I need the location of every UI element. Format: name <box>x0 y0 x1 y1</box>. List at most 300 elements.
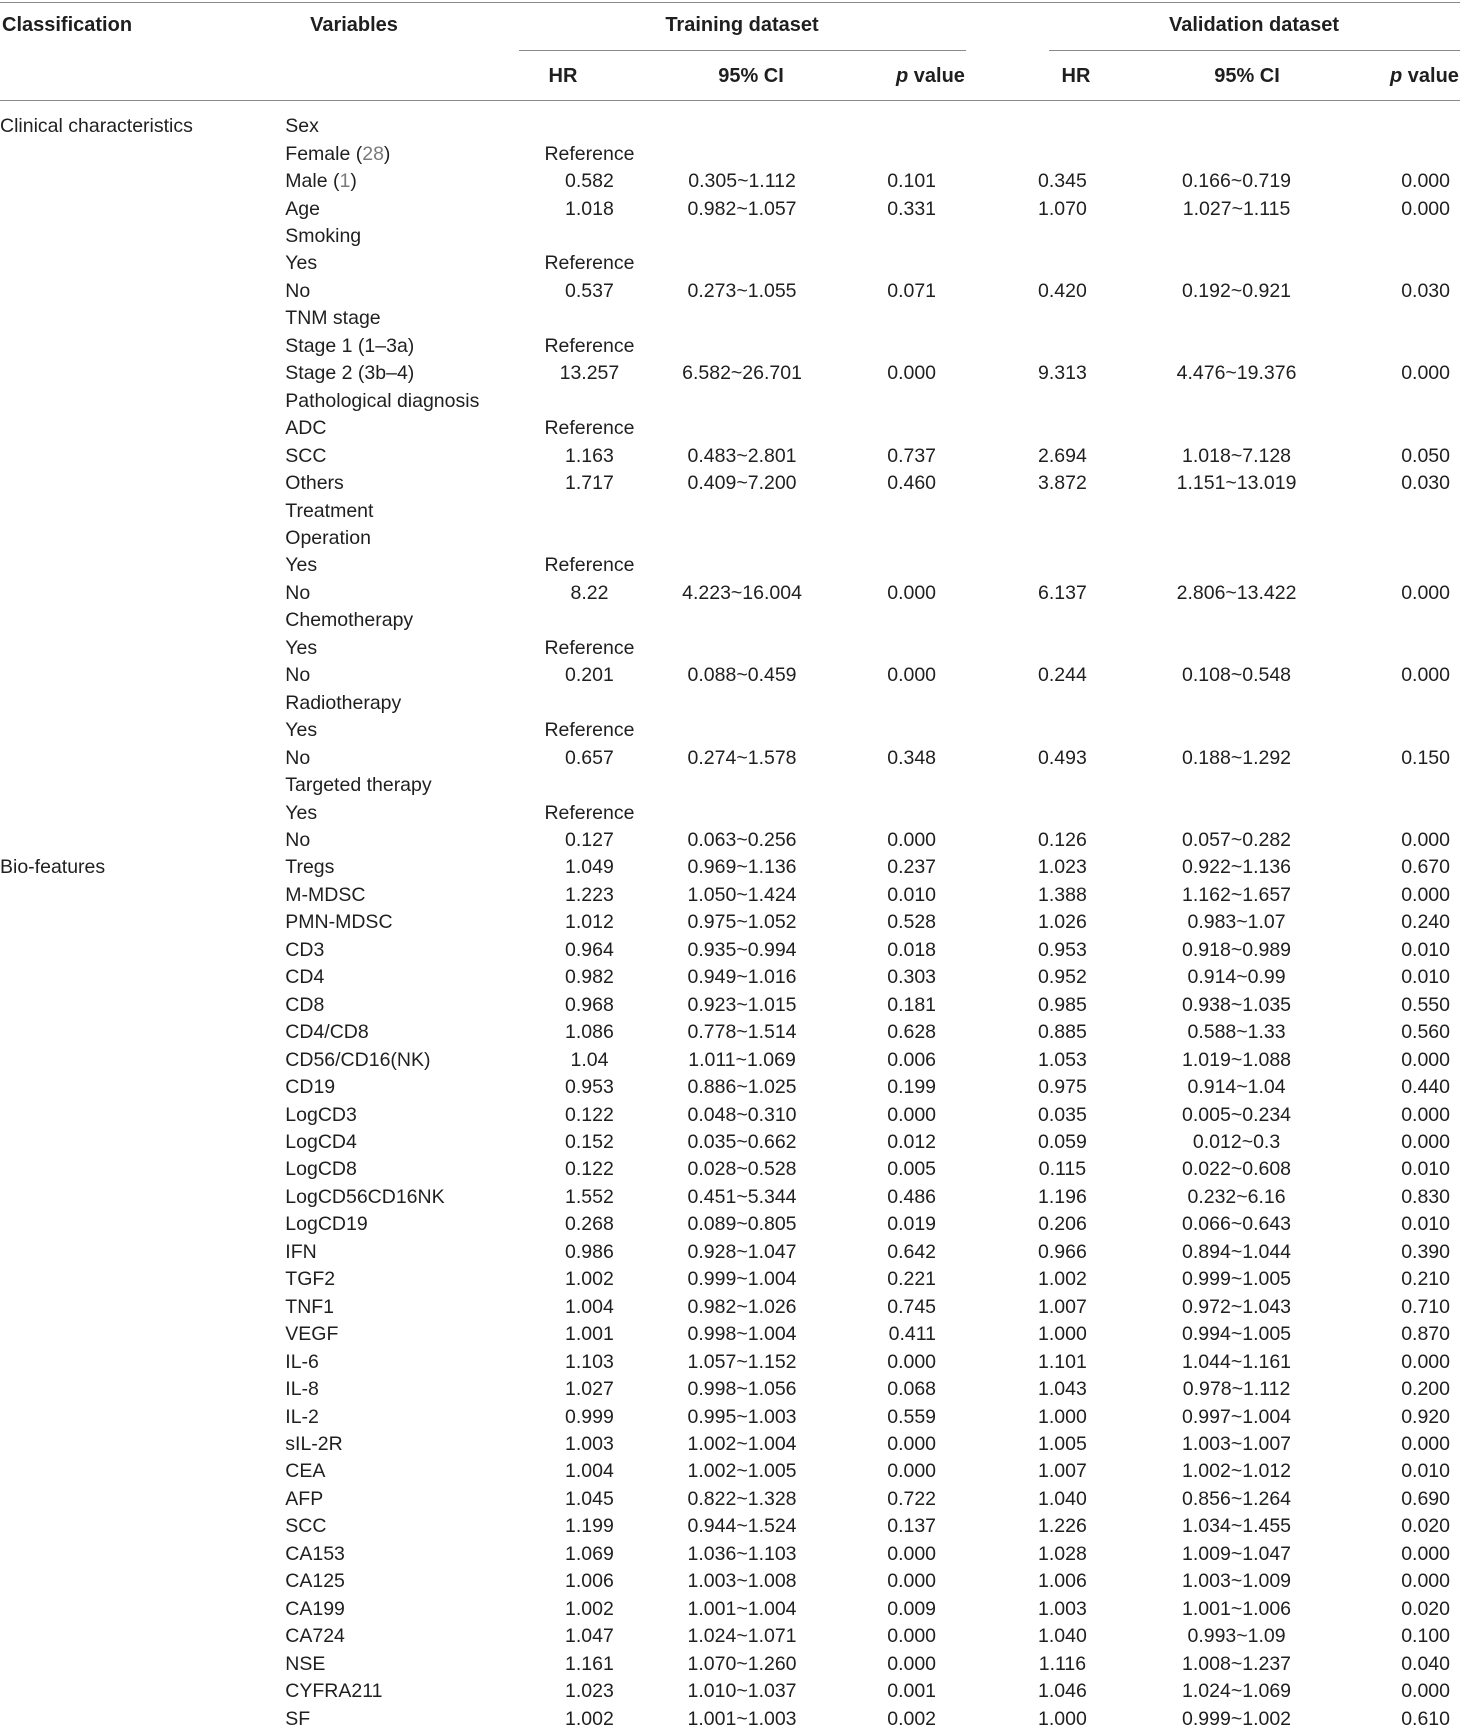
val-ci-cell: 1.027~1.115 <box>1182 197 1291 220</box>
train-ci-cell: 1.011~1.069 <box>688 1048 796 1071</box>
val-hr-cell: 6.137 <box>1038 581 1087 604</box>
table-row <box>0 223 1460 250</box>
variable-cell: LogCD56CD16NK <box>285 1185 445 1208</box>
val-hr-cell: 1.040 <box>1038 1625 1087 1648</box>
variable-cell: IFN <box>285 1240 317 1263</box>
val-ci-cell: 1.001~1.006 <box>1182 1597 1292 1620</box>
column-gap <box>946 1376 1019 1403</box>
table-row <box>0 250 1460 277</box>
train-p-cell: 0.737 <box>887 444 937 467</box>
train-hr-cell: Reference <box>544 554 635 577</box>
val-p-cell: 0.000 <box>1401 1048 1450 1071</box>
column-gap <box>946 1458 1019 1485</box>
train-p-cell: 0.010 <box>887 883 937 906</box>
val-p-cell: 0.440 <box>1401 1076 1450 1099</box>
column-gap <box>946 113 1019 140</box>
header-train-hr: HR <box>548 65 578 87</box>
val-ci-cell: 4.476~19.376 <box>1176 362 1297 385</box>
column-gap <box>946 937 1019 964</box>
train-hr-cell: 0.953 <box>565 1076 614 1099</box>
train-hr-cell: 0.127 <box>565 829 614 851</box>
header-val-ci: 95% CI <box>1214 65 1280 87</box>
train-hr-cell: 1.004 <box>565 1460 614 1483</box>
table-row <box>0 333 1460 360</box>
val-hr-cell <box>1019 607 1105 634</box>
table-row <box>0 690 1460 717</box>
val-ci-cell <box>1105 305 1367 332</box>
variable-cell: No <box>285 664 311 687</box>
header-validation-dataset: Validation dataset <box>1168 14 1340 36</box>
val-hr-cell <box>1019 552 1105 579</box>
train-hr-cell: 0.122 <box>565 1158 614 1181</box>
val-hr-cell: 0.345 <box>1038 170 1087 193</box>
val-hr-cell: 1.040 <box>1038 1487 1087 1510</box>
val-ci-cell <box>1105 140 1367 167</box>
train-ci-cell <box>636 525 849 552</box>
classification-cell <box>0 360 285 387</box>
val-hr-cell: 1.070 <box>1038 197 1087 220</box>
val-p-cell: 0.710 <box>1401 1295 1450 1318</box>
table-row <box>0 772 1460 799</box>
header-classification: Classification <box>2 14 133 36</box>
table-row <box>0 1623 1460 1650</box>
val-p-cell: 0.010 <box>1401 938 1450 961</box>
train-ci-cell: 0.928~1.047 <box>687 1240 797 1263</box>
header-variables: Variables <box>310 14 398 36</box>
val-p-cell <box>1368 140 1460 167</box>
train-p-cell <box>849 799 947 826</box>
variable-cell <box>285 140 543 167</box>
val-ci-cell: 0.938~1.035 <box>1182 993 1292 1016</box>
train-ci-cell: 0.409~7.200 <box>687 472 797 495</box>
classification-cell <box>0 442 285 469</box>
train-p-cell: 0.137 <box>887 1515 937 1538</box>
train-hr-cell: 0.268 <box>565 1213 614 1236</box>
classification-cell <box>0 1019 285 1046</box>
column-gap <box>946 744 1019 771</box>
val-hr-cell: 1.000 <box>1038 1405 1087 1428</box>
val-p-cell: 0.000 <box>1401 883 1450 906</box>
val-hr-cell: 0.885 <box>1038 1021 1087 1044</box>
table-row <box>0 305 1460 332</box>
val-hr-cell: 0.966 <box>1038 1240 1087 1263</box>
val-hr-cell: 1.028 <box>1038 1542 1087 1565</box>
train-ci-cell <box>636 415 849 442</box>
train-hr-cell: 1.002 <box>565 1707 614 1730</box>
classification-cell <box>0 305 285 332</box>
column-gap <box>946 525 1019 552</box>
train-hr-cell <box>543 388 635 415</box>
val-p-cell: 0.000 <box>1401 581 1450 604</box>
variable-cell: Tregs <box>285 856 335 879</box>
val-p-cell <box>1368 305 1460 332</box>
train-ci-cell: 1.001~1.004 <box>687 1597 797 1620</box>
train-ci-cell <box>636 223 849 250</box>
val-ci-cell: 0.978~1.112 <box>1182 1378 1291 1401</box>
column-gap <box>946 1431 1019 1458</box>
train-hr-cell <box>543 223 635 250</box>
val-hr-cell: 0.953 <box>1038 938 1087 961</box>
variable-cell: Yes <box>285 554 318 577</box>
val-p-cell: 0.200 <box>1401 1378 1450 1401</box>
table-row <box>0 854 1460 881</box>
table-row <box>0 717 1460 744</box>
table-row <box>0 552 1460 579</box>
train-hr-cell: Reference <box>544 142 635 165</box>
column-gap <box>946 250 1019 277</box>
train-hr-cell: 0.999 <box>565 1405 614 1428</box>
val-hr-cell: 0.975 <box>1038 1076 1087 1099</box>
val-ci-cell: 0.922~1.136 <box>1182 856 1292 879</box>
train-p-cell: 0.642 <box>887 1240 937 1263</box>
train-p-cell <box>849 607 947 634</box>
val-hr-cell <box>1019 388 1105 415</box>
column-gap <box>946 690 1019 717</box>
train-hr-cell <box>543 305 635 332</box>
train-p-cell <box>849 717 947 744</box>
classification-cell <box>0 1211 285 1238</box>
val-p-cell: 0.000 <box>1401 1432 1450 1455</box>
classification-cell <box>0 388 285 415</box>
table-row <box>0 1705 1460 1732</box>
table-row <box>0 1678 1460 1705</box>
val-p-cell <box>1368 250 1460 277</box>
train-hr-cell: 0.582 <box>565 170 614 193</box>
train-p-cell <box>849 113 947 140</box>
variable-cell: CD4/CD8 <box>285 1021 369 1044</box>
variable-cell: sIL-2R <box>285 1432 343 1455</box>
variable-label-end: ) <box>350 170 357 193</box>
column-gap <box>946 607 1019 634</box>
reference-link[interactable]: 28 <box>362 142 384 165</box>
column-gap <box>946 1403 1019 1430</box>
column-gap <box>946 1129 1019 1156</box>
column-gap <box>946 1101 1019 1128</box>
train-p-cell: 0.486 <box>887 1185 937 1208</box>
column-gap <box>946 442 1019 469</box>
val-hr-cell: 0.126 <box>1038 829 1087 851</box>
column-gap <box>946 1705 1019 1732</box>
table-row <box>0 882 1460 909</box>
val-hr-cell: 1.046 <box>1038 1680 1087 1703</box>
column-gap <box>946 964 1019 991</box>
table-row <box>0 278 1460 305</box>
train-hr-cell: 0.986 <box>565 1240 614 1263</box>
val-ci-cell <box>1105 690 1367 717</box>
val-p-cell: 0.010 <box>1401 966 1450 989</box>
variable-cell: TGF2 <box>285 1268 336 1291</box>
variable-cell: Operation <box>285 527 371 550</box>
val-ci-cell: 0.918~0.989 <box>1182 938 1292 961</box>
val-ci-cell: 1.002~1.012 <box>1182 1460 1292 1483</box>
val-p-cell: 0.560 <box>1401 1021 1450 1044</box>
val-hr-cell <box>1019 497 1105 524</box>
val-ci-cell: 0.192~0.921 <box>1182 279 1292 302</box>
val-hr-cell <box>1019 223 1105 250</box>
train-ci-cell: 0.982~1.057 <box>687 197 797 220</box>
val-ci-cell <box>1105 250 1367 277</box>
train-hr-cell: Reference <box>544 334 635 357</box>
variable-cell: Treatment <box>285 499 374 522</box>
val-hr-cell: 1.116 <box>1038 1652 1087 1675</box>
val-hr-cell: 0.420 <box>1038 279 1087 302</box>
column-gap <box>946 1156 1019 1183</box>
train-hr-cell <box>543 690 635 717</box>
classification-cell <box>0 1293 285 1320</box>
val-ci-cell: 1.162~1.657 <box>1182 883 1292 906</box>
val-hr-cell: 1.000 <box>1038 1323 1087 1346</box>
val-p-cell <box>1368 388 1460 415</box>
classification-cell <box>0 415 285 442</box>
val-p-cell: 0.150 <box>1401 746 1450 769</box>
val-ci-cell: 0.914~0.99 <box>1187 966 1286 989</box>
train-p-cell: 0.012 <box>887 1130 937 1153</box>
table-row <box>0 1074 1460 1101</box>
column-gap <box>946 635 1019 662</box>
train-ci-cell: 0.999~1.004 <box>687 1268 797 1291</box>
train-p-cell: 0.237 <box>887 856 937 879</box>
column-gap <box>946 1568 1019 1595</box>
table-row <box>0 607 1460 634</box>
train-hr-cell: 1.002 <box>565 1268 614 1291</box>
column-gap <box>946 1074 1019 1101</box>
variable-cell: SCC <box>285 444 327 467</box>
val-p-cell <box>1368 799 1460 826</box>
val-ci-cell: 0.983~1.07 <box>1187 911 1286 934</box>
column-gap <box>946 1678 1019 1705</box>
results-table <box>0 113 1460 1733</box>
train-p-cell: 0.000 <box>887 581 937 604</box>
classification-cell <box>0 1458 285 1485</box>
val-p-cell: 0.000 <box>1401 1130 1450 1153</box>
train-ci-cell: 0.822~1.328 <box>687 1487 797 1510</box>
column-gap <box>946 1595 1019 1622</box>
train-p-cell: 0.559 <box>887 1405 937 1428</box>
table-row <box>0 140 1460 167</box>
classification-cell <box>0 635 285 662</box>
train-hr-cell: 8.22 <box>570 581 609 604</box>
val-ci-cell <box>1105 635 1367 662</box>
table-row <box>0 827 1460 854</box>
variable-label-end: ) <box>383 142 391 165</box>
classification-cell <box>0 662 285 689</box>
val-hr-cell: 1.006 <box>1038 1570 1087 1593</box>
val-ci-cell: 0.012~0.3 <box>1192 1130 1281 1153</box>
val-hr-cell <box>1019 635 1105 662</box>
train-p-cell: 0.071 <box>887 279 937 302</box>
train-p-cell: 0.000 <box>887 1432 937 1455</box>
classification-cell <box>0 1348 285 1375</box>
val-hr-cell: 0.952 <box>1038 966 1087 989</box>
train-p-cell: 0.411 <box>888 1323 937 1346</box>
classification-cell <box>0 1101 285 1128</box>
train-ci-cell: 4.223~16.004 <box>682 581 802 604</box>
table-row <box>0 168 1460 195</box>
classification-cell <box>0 1595 285 1622</box>
header-val-p: p value <box>1390 65 1459 87</box>
classification-cell <box>0 1541 285 1568</box>
variable-cell: LogCD19 <box>285 1213 368 1236</box>
train-hr-cell: Reference <box>544 417 635 440</box>
classification-cell <box>0 1321 285 1348</box>
classification-cell <box>0 937 285 964</box>
train-hr-cell: 0.201 <box>565 664 614 687</box>
val-p-cell: 0.690 <box>1401 1487 1450 1510</box>
val-ci-cell: 1.024~1.069 <box>1182 1680 1292 1703</box>
variable-cell: Sex <box>285 115 319 138</box>
column-gap <box>946 1019 1019 1046</box>
variable-cell: CA724 <box>285 1625 345 1648</box>
header-train-p: p value <box>896 65 965 87</box>
train-p-cell: 0.000 <box>887 1570 937 1593</box>
val-hr-cell: 0.206 <box>1038 1213 1087 1236</box>
column-gap <box>946 415 1019 442</box>
train-p-cell <box>849 388 947 415</box>
val-p-cell: 0.100 <box>1401 1625 1450 1648</box>
train-p-cell <box>849 635 947 662</box>
classification-cell <box>0 1650 285 1677</box>
train-hr-cell: 0.982 <box>565 966 614 989</box>
val-hr-cell: 2.694 <box>1038 444 1087 467</box>
train-hr-cell: 1.047 <box>565 1625 614 1648</box>
train-ci-cell <box>636 635 849 662</box>
column-gap <box>946 1513 1019 1540</box>
train-hr-cell: 1.199 <box>565 1515 614 1538</box>
table-row <box>0 1184 1460 1211</box>
classification-cell <box>0 1431 285 1458</box>
train-hr-cell <box>543 607 635 634</box>
train-p-cell: 0.018 <box>887 938 937 961</box>
val-hr-cell: 1.053 <box>1038 1048 1087 1071</box>
train-p-cell: 0.331 <box>887 197 937 220</box>
classification-cell <box>0 1568 285 1595</box>
val-hr-cell <box>1019 772 1105 799</box>
train-ci-cell: 0.273~1.055 <box>687 279 797 302</box>
classification-cell <box>0 223 285 250</box>
val-p-cell <box>1368 552 1460 579</box>
train-p-cell: 0.000 <box>887 1652 937 1675</box>
train-ci-cell: 0.998~1.056 <box>687 1378 797 1401</box>
reference-link[interactable]: 1 <box>339 170 351 193</box>
variable-cell: CD3 <box>285 938 325 961</box>
val-ci-cell: 0.232~6.16 <box>1187 1185 1286 1208</box>
train-ci-cell <box>636 772 849 799</box>
train-p-cell <box>849 140 947 167</box>
train-ci-cell: 1.057~1.152 <box>687 1350 797 1373</box>
train-hr-cell: 0.657 <box>565 746 614 769</box>
val-hr-cell <box>1019 113 1105 140</box>
val-ci-cell: 1.008~1.237 <box>1182 1652 1292 1675</box>
train-hr-cell: 1.018 <box>565 197 614 220</box>
train-p-cell <box>849 772 947 799</box>
val-ci-cell: 0.005~0.234 <box>1182 1103 1292 1126</box>
val-ci-cell <box>1105 113 1367 140</box>
val-p-cell: 0.030 <box>1401 279 1450 302</box>
classification-cell <box>0 909 285 936</box>
train-ci-cell: 0.975~1.052 <box>687 911 797 934</box>
val-p-cell: 0.050 <box>1401 444 1450 467</box>
train-hr-cell: 0.152 <box>565 1130 614 1153</box>
train-hr-cell: 1.027 <box>565 1378 614 1401</box>
column-gap <box>946 388 1019 415</box>
val-ci-cell <box>1105 607 1367 634</box>
train-ci-cell <box>636 552 849 579</box>
val-ci-cell <box>1105 497 1367 524</box>
column-gap <box>946 497 1019 524</box>
classification-cell <box>0 470 285 497</box>
train-hr-cell: 1.04 <box>570 1048 609 1071</box>
train-ci-cell <box>636 305 849 332</box>
train-ci-cell: 0.274~1.578 <box>687 746 797 769</box>
val-p-cell: 0.830 <box>1401 1185 1450 1208</box>
val-ci-cell: 0.108~0.548 <box>1182 664 1292 687</box>
table-row <box>0 1321 1460 1348</box>
variable-cell: CD19 <box>285 1076 336 1099</box>
train-ci-cell: 0.048~0.310 <box>687 1103 797 1126</box>
table-row <box>0 937 1460 964</box>
table-row <box>0 662 1460 689</box>
table-row <box>0 909 1460 936</box>
variable-cell: SCC <box>285 1515 327 1538</box>
train-ci-cell <box>636 497 849 524</box>
column-gap <box>946 909 1019 936</box>
variable-cell: TNM stage <box>285 307 381 330</box>
val-p-cell: 0.000 <box>1401 1680 1450 1703</box>
val-p-cell: 0.010 <box>1401 1158 1450 1181</box>
val-hr-cell: 0.115 <box>1038 1158 1087 1181</box>
variable-cell: CA199 <box>285 1597 345 1620</box>
val-p-cell: 0.010 <box>1401 1460 1450 1483</box>
val-ci-cell <box>1105 717 1367 744</box>
train-hr-cell: Reference <box>544 801 635 824</box>
train-p-cell: 0.000 <box>887 1103 937 1126</box>
train-p-cell: 0.101 <box>887 170 937 193</box>
val-ci-cell <box>1105 552 1367 579</box>
variable-cell: CD56/CD16(NK) <box>285 1048 431 1071</box>
table-row <box>0 195 1460 222</box>
column-gap <box>946 168 1019 195</box>
train-hr-cell <box>543 497 635 524</box>
train-p-cell <box>849 497 947 524</box>
train-ci-cell: 0.886~1.025 <box>687 1076 797 1099</box>
val-p-cell <box>1368 607 1460 634</box>
val-p-cell: 0.010 <box>1401 1213 1450 1236</box>
classification-cell <box>0 744 285 771</box>
table-row <box>0 580 1460 607</box>
table-row <box>0 992 1460 1019</box>
val-hr-cell: 9.313 <box>1038 362 1087 385</box>
val-ci-cell: 0.588~1.33 <box>1187 1021 1286 1044</box>
table-row <box>0 470 1460 497</box>
table-row <box>0 442 1460 469</box>
val-hr-cell <box>1019 305 1105 332</box>
classification-cell <box>0 690 285 717</box>
val-ci-cell <box>1105 223 1367 250</box>
train-ci-cell: 0.998~1.004 <box>687 1323 797 1346</box>
column-gap <box>946 1486 1019 1513</box>
train-ci-cell: 1.036~1.103 <box>687 1542 797 1565</box>
classification-cell <box>0 607 285 634</box>
table-row <box>0 1486 1460 1513</box>
train-ci-cell: 0.028~0.528 <box>687 1158 797 1181</box>
val-ci-cell: 1.009~1.047 <box>1182 1542 1292 1565</box>
train-p-cell: 0.628 <box>887 1021 937 1044</box>
train-ci-cell <box>636 113 849 140</box>
variable-cell: Yes <box>285 636 318 659</box>
train-p-cell: 0.221 <box>887 1268 937 1291</box>
train-p-cell: 0.019 <box>887 1213 937 1236</box>
table-row <box>0 1541 1460 1568</box>
